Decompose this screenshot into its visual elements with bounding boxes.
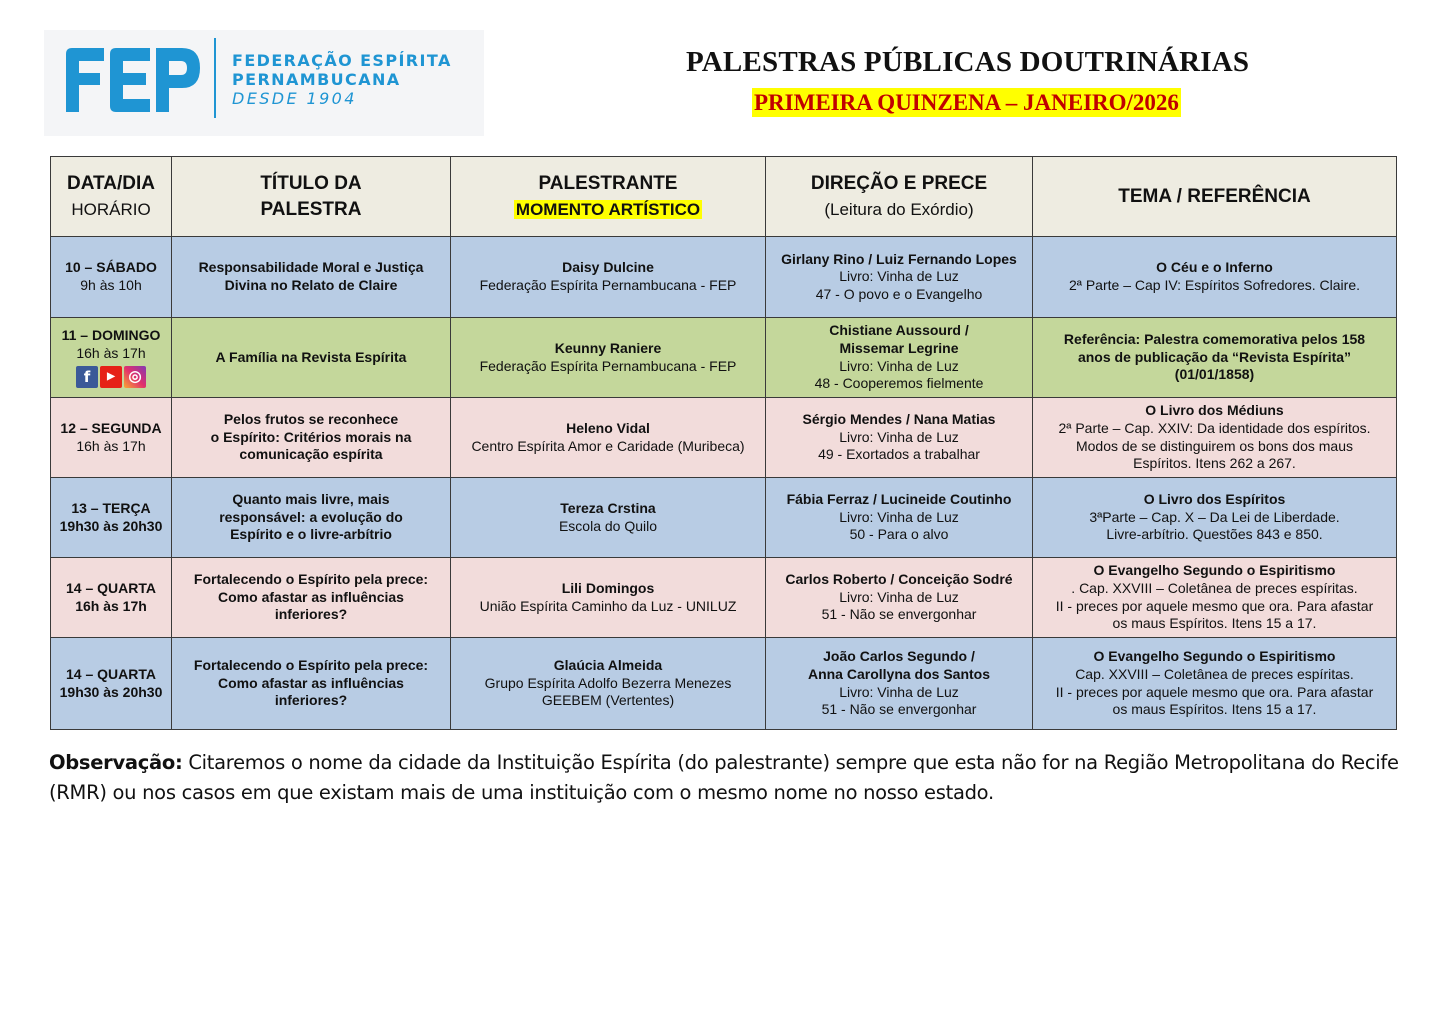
table-row xyxy=(51,638,1397,730)
date-cell xyxy=(51,558,172,638)
talk-title-line: Divina no Relato de Claire xyxy=(224,277,398,293)
talk-title-cell xyxy=(172,398,451,478)
talk-title-line: A Família na Revista Espírita xyxy=(215,348,407,365)
talk-title-line: Como afastar as influências xyxy=(218,588,404,605)
theme-ref-line: os maus Espíritos. Itens 15 a 17. xyxy=(1112,701,1317,718)
direction-names: Missemar Legrine xyxy=(839,339,959,356)
header-speaker-line2: MOMENTO ARTÍSTICO xyxy=(515,199,701,219)
direction-cell xyxy=(766,237,1033,318)
theme-cell xyxy=(1033,398,1397,478)
direction-cell xyxy=(766,558,1033,638)
theme-ref-line: Modos de se distinguirem os bons dos maus xyxy=(1075,437,1354,454)
talk-title-line: comunicação espírita xyxy=(239,446,383,463)
talk-title-cell xyxy=(172,478,451,558)
theme-title: O Evangelho Segundo o Espiritismo xyxy=(1093,648,1336,665)
theme-ref-line: II - preces por aquele mesmo que ora. Para afastar xyxy=(1055,597,1374,614)
logo-text xyxy=(232,51,452,108)
table-row xyxy=(51,237,1397,318)
direction-names: Fábia Ferraz / Lucineide Coutinho xyxy=(786,491,1012,508)
direction-names: João Carlos Segundo / xyxy=(823,648,975,665)
theme-title: O Evangelho Segundo o Espiritismo xyxy=(1093,562,1336,579)
talk-title-line: Fortalecendo o Espírito pela prece: xyxy=(193,571,429,588)
header-speaker xyxy=(451,157,766,237)
header-title-line1: TÍTULO DA xyxy=(260,172,362,194)
day-label: 10 – SÁBADO xyxy=(65,259,157,276)
direction-names: Chistiane Aussourd / xyxy=(829,322,969,339)
talk-title-line: o Espírito: Critérios morais na xyxy=(210,428,412,445)
talk-title-line: Como afastar as influências xyxy=(218,674,404,691)
speaker-institution: União Espírita Caminho da Luz - UNILUZ xyxy=(479,597,737,614)
theme-title: Referência: Palestra comemorativa pelos 158 xyxy=(1063,331,1366,348)
theme-title: O Livro dos Médiuns xyxy=(1145,402,1284,419)
time-label: 16h às 17h xyxy=(76,437,146,454)
logo-line-2: PERNAMBUCANA xyxy=(232,70,401,89)
table-header-row xyxy=(51,157,1397,237)
theme-ref-line: os maus Espíritos. Itens 15 a 17. xyxy=(1112,615,1317,632)
direction-names: Girlany Rino / Luiz Fernando Lopes xyxy=(781,250,1017,267)
chapter-label: 51 - Não se envergonhar xyxy=(821,701,977,718)
theme-ref-line: (01/01/1858) xyxy=(1174,366,1255,383)
date-cell xyxy=(51,478,172,558)
header-speaker-line1: PALESTRANTE xyxy=(538,172,678,194)
speaker-cell xyxy=(451,638,766,730)
talk-title-cell xyxy=(172,638,451,730)
book-label: Livro: Vinha de Luz xyxy=(839,588,959,605)
day-label: 14 – QUARTA xyxy=(66,579,156,596)
theme-ref-line: 2ª Parte – Cap. XXIV: Da identidade dos espíritos. xyxy=(1058,419,1371,436)
talk-title-line: Pelos frutos se reconhece xyxy=(223,411,399,428)
book-label: Livro: Vinha de Luz xyxy=(839,428,959,445)
book-label: Livro: Vinha de Luz xyxy=(839,508,959,525)
talk-title-line: inferiores? xyxy=(274,606,348,623)
instagram-icon[interactable]: ◎ xyxy=(124,366,146,388)
theme-cell xyxy=(1033,558,1397,638)
speaker-institution: Grupo Espírita Adolfo Bezerra Menezes xyxy=(484,674,732,691)
observation-text: Citaremos o nome da cidade da Instituição Espírita (do palestrante) sempre que esta não for na Região Metropolitana do Recife (RMR) ou nos casos em que existam mais de uma instituição com o mesmo nome no nosso estado. xyxy=(49,751,1399,804)
time-label: 19h30 às 20h30 xyxy=(59,517,163,534)
logo-line-3: DESDE 1904 xyxy=(232,89,357,108)
chapter-label: 47 - O povo e o Evangelho xyxy=(815,285,983,302)
header-title-line2: PALESTRA xyxy=(260,198,362,220)
youtube-icon[interactable]: ▶ xyxy=(100,366,122,388)
chapter-label: 50 - Para o alvo xyxy=(849,526,949,543)
speaker-cell xyxy=(451,318,766,398)
direction-names: Sérgio Mendes / Nana Matias xyxy=(802,411,996,428)
talk-title-line: responsável: a evolução do xyxy=(219,508,403,525)
time-label: 16h às 17h xyxy=(75,597,147,614)
header-date xyxy=(51,157,172,237)
theme-cell xyxy=(1033,638,1397,730)
day-label: 13 – TERÇA xyxy=(71,499,151,516)
speaker-cell xyxy=(451,478,766,558)
header-theme xyxy=(1033,157,1397,237)
social-icons xyxy=(54,366,168,388)
fep-logo-mark xyxy=(62,44,204,116)
date-cell xyxy=(51,318,172,398)
theme-cell xyxy=(1033,237,1397,318)
speaker-name: Heleno Vidal xyxy=(566,419,650,436)
header-date-line2: HORÁRIO xyxy=(71,199,151,219)
page-title: PALESTRAS PÚBLICAS DOUTRINÁRIAS xyxy=(686,46,1250,78)
book-label: Livro: Vinha de Luz xyxy=(839,683,959,700)
direction-cell xyxy=(766,398,1033,478)
talk-title-cell xyxy=(172,558,451,638)
theme-ref-line: . Cap. XXVIII – Coletânea de preces espíritas. xyxy=(1071,579,1358,596)
direction-cell xyxy=(766,478,1033,558)
theme-ref-line: anos de publicação da “Revista Espírita” xyxy=(1077,348,1352,365)
theme-title: O Livro dos Espíritos xyxy=(1143,491,1286,508)
speaker-name: Lili Domingos xyxy=(561,579,655,596)
page-subtitle: PRIMEIRA QUINZENA – JANEIRO/2026 xyxy=(754,90,1179,115)
time-label: 16h às 17h xyxy=(76,345,146,361)
talk-title-line: Fortalecendo o Espírito pela prece: xyxy=(193,657,429,674)
header-date-line1: DATA/DIA xyxy=(67,172,155,194)
time-label: 19h30 às 20h30 xyxy=(59,683,163,700)
header-direction-line1: DIREÇÃO E PRECE xyxy=(810,172,988,194)
schedule-table xyxy=(50,156,1397,730)
date-cell xyxy=(51,398,172,478)
table-row xyxy=(51,558,1397,638)
fep-logo xyxy=(44,30,484,136)
speaker-institution: Federação Espírita Pernambucana - FEP xyxy=(479,277,737,293)
theme-ref-line: 2ª Parte – Cap IV: Espíritos Sofredores. Claire. xyxy=(1068,277,1360,293)
speaker-name: Tereza Crstina xyxy=(560,499,656,516)
direction-cell xyxy=(766,318,1033,398)
facebook-icon[interactable]: f xyxy=(76,366,98,388)
header-title xyxy=(172,157,451,237)
day-label: 12 – SEGUNDA xyxy=(60,419,162,436)
theme-title: O Céu e o Inferno xyxy=(1156,259,1273,276)
speaker-institution: GEEBEM (Vertentes) xyxy=(541,692,675,709)
speaker-cell xyxy=(451,558,766,638)
book-label: Livro: Vinha de Luz xyxy=(839,357,959,374)
theme-cell xyxy=(1033,318,1397,398)
speaker-name: Daisy Dulcine xyxy=(562,259,654,276)
talk-title-cell xyxy=(172,318,451,398)
direction-names: Carlos Roberto / Conceição Sodré xyxy=(785,571,1013,588)
speaker-institution: Escola do Quilo xyxy=(558,517,658,534)
header-theme-text: TEMA / REFERÊNCIA xyxy=(1118,185,1311,207)
speaker-name: Keunny Raniere xyxy=(554,339,662,356)
table-row xyxy=(51,478,1397,558)
logo-line-1: FEDERAÇÃO ESPÍRITA xyxy=(232,51,452,70)
theme-ref-line: Cap. XXVIII – Coletânea de preces espíritas. xyxy=(1075,665,1354,682)
day-label: 11 – DOMINGO xyxy=(61,327,161,344)
direction-names: Anna Carollyna dos Santos xyxy=(807,665,991,682)
theme-ref-line: 3ªParte – Cap. X – Da Lei de Liberdade. xyxy=(1089,508,1340,525)
chapter-label: 48 - Cooperemos fielmente xyxy=(814,375,984,392)
talk-title-line: Responsabilidade Moral e Justiça xyxy=(198,259,424,276)
speaker-institution: Centro Espírita Amor e Caridade (Muribeca) xyxy=(471,437,745,454)
talk-title-line: Quanto mais livre, mais xyxy=(232,491,390,508)
speaker-name: Glaúcia Almeida xyxy=(553,657,663,674)
theme-ref-line: II - preces por aquele mesmo que ora. Para afastar xyxy=(1055,683,1374,700)
date-cell xyxy=(51,237,172,318)
time-label: 9h às 10h xyxy=(80,277,142,293)
table-row xyxy=(51,398,1397,478)
theme-ref-line: Espíritos. Itens 262 a 267. xyxy=(1133,455,1296,472)
table-row xyxy=(51,318,1397,398)
speaker-cell xyxy=(451,237,766,318)
header-direction-line2: (Leitura do Exórdio) xyxy=(824,199,974,219)
book-label: Livro: Vinha de Luz xyxy=(839,268,959,285)
day-label: 14 – QUARTA xyxy=(66,665,156,682)
talk-title-line: Espírito e o livre-arbítrio xyxy=(230,526,392,543)
theme-cell xyxy=(1033,478,1397,558)
header-direction xyxy=(766,157,1033,237)
talk-title-line: inferiores? xyxy=(274,692,348,709)
logo-divider xyxy=(214,38,216,118)
observation-label: Observação: xyxy=(49,751,183,774)
chapter-label: 51 - Não se envergonhar xyxy=(821,606,977,623)
observation-note xyxy=(49,748,1399,808)
date-cell xyxy=(51,638,172,730)
direction-cell xyxy=(766,638,1033,730)
chapter-label: 49 - Exortados a trabalhar xyxy=(818,446,980,463)
theme-ref-line: Livre-arbítrio. Questões 843 e 850. xyxy=(1106,526,1323,543)
speaker-cell xyxy=(451,398,766,478)
talk-title-cell xyxy=(172,237,451,318)
speaker-institution: Federação Espírita Pernambucana - FEP xyxy=(479,357,737,374)
